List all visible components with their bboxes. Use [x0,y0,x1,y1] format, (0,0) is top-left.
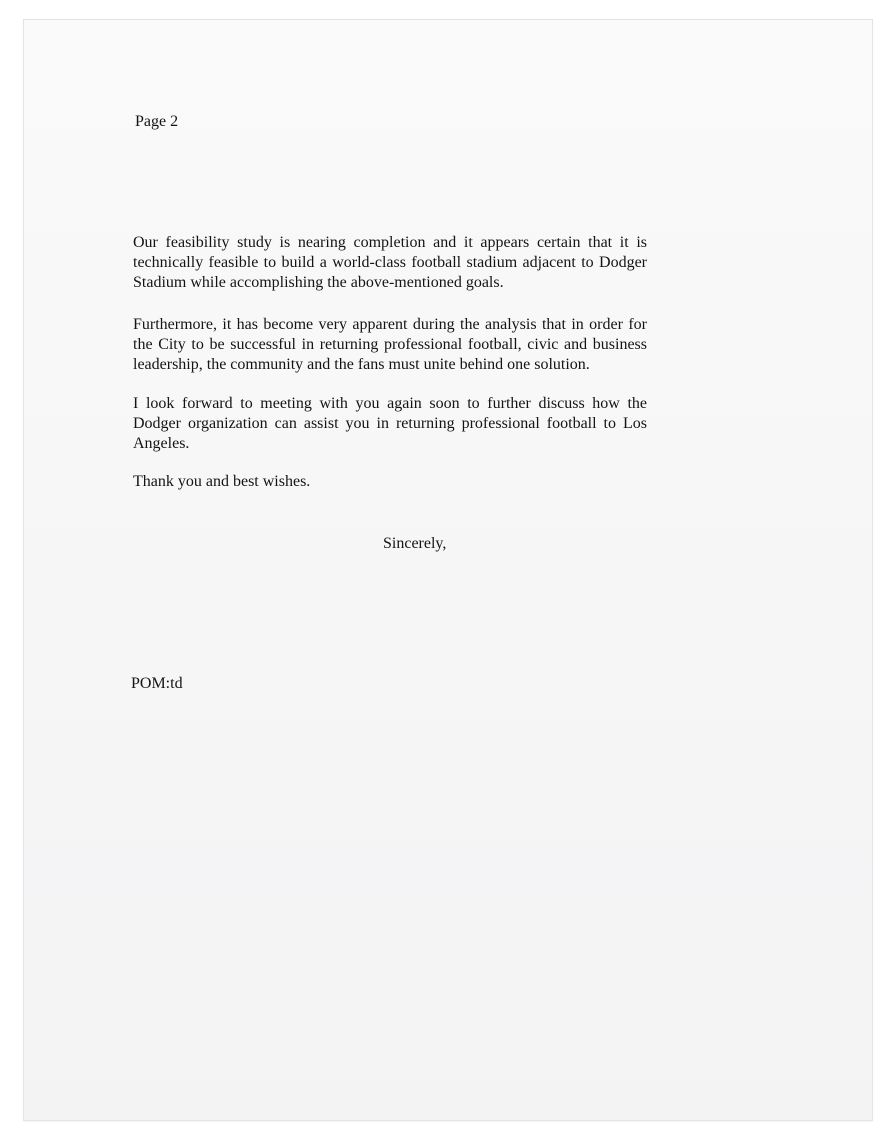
reference-initials: POM:td [131,675,183,692]
paragraph-meeting-request: I look forward to meeting with you again soon to further discuss how the Dodger organization can assist you in returning professional football to Los Angeles. [133,395,647,452]
paragraph-feasibility-study: Our feasibility study is nearing completion and it appears certain that it is technically feasible to build a world-class football stadium adjacent to Dodger Stadium while accomplishing the above-mentioned goals. [133,234,647,291]
paragraph-unite-behind-solution: Furthermore, it has become very apparent during the analysis that in order for the City to be successful in returning professional football, civic and business leadership, the community and the fans must unite behind one solution. [133,316,647,373]
page-number-label: Page 2 [135,113,179,130]
closing-salutation: Sincerely, [383,535,447,552]
letter-page [24,20,872,1120]
paragraph-thanks: Thank you and best wishes. [133,473,311,490]
